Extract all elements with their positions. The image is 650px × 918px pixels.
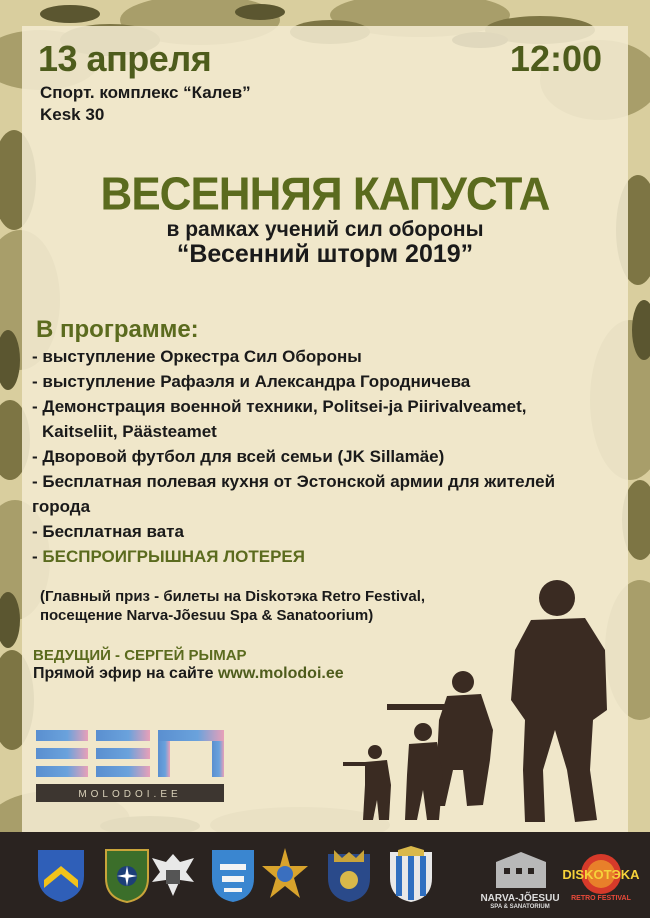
program-item: - Дворовой футбол для всей семьи (JK Sillamäe) xyxy=(32,447,445,466)
live-url: www.molodoi.ee xyxy=(217,665,344,682)
retro-festival-logo xyxy=(562,850,640,906)
esn-logo xyxy=(34,722,234,812)
event-time: 12:00 xyxy=(509,38,602,79)
golden-star-emblem-icon xyxy=(258,846,312,904)
program-item: - Бесплатная полевая кухня от Эстонской армии для жителей xyxy=(32,472,556,491)
program-item: - Демонстрация военной техники, Politsei-ja Piirivalveamet, xyxy=(32,397,527,416)
program-item-lottery xyxy=(32,544,622,569)
lottery-label: БЕСПРОИГРЫШНАЯ ЛОТЕРЕЯ xyxy=(42,547,305,566)
shield-blue-yellow-icon xyxy=(34,846,88,904)
lion-shield-icon xyxy=(206,846,260,904)
program-item: - выступление Рафаэля и Александра Городничева xyxy=(32,372,471,391)
program-item: - выступление Оркестра Сил Обороны xyxy=(32,347,362,366)
live-stream-info xyxy=(33,665,344,683)
program-item: города xyxy=(32,497,91,516)
event-date: 13 апреля xyxy=(38,38,212,79)
venue-address: Kesk 30 xyxy=(40,105,105,124)
prize-line: посещение Narva-Jõesuu Spa & Sanatoorium) xyxy=(40,607,374,624)
program-list xyxy=(32,344,622,569)
event-title: ВЕСЕННЯЯ КАПУСТА xyxy=(100,168,550,221)
program-heading: В программе: xyxy=(36,316,199,343)
narva-building-icon xyxy=(486,848,556,892)
prize-line: (Главный приз - билеты на Diskoтэка Retro Festival, xyxy=(40,588,426,605)
esn-caption: MOLODOI.EE xyxy=(78,789,182,800)
narva-sub: SPA & SANATORIUM xyxy=(490,904,550,910)
program-item: Kaitseliit, Päästeamet xyxy=(42,422,217,441)
eagle-emblem-icon xyxy=(146,846,200,904)
dragon-shield-icon xyxy=(322,846,376,904)
host-name: ВЕДУЩИЙ - СЕРГЕЙ РЫМАР xyxy=(33,647,247,664)
live-prefix: Прямой эфир на сайте xyxy=(33,665,218,682)
event-subtitle: в рамках учений сил обороны xyxy=(166,218,484,241)
disko-text: DISKOTЭKA xyxy=(562,867,640,882)
narva-name: NARVA-JÕESUU xyxy=(480,893,560,904)
lottery-dash: - xyxy=(32,547,43,566)
event-exercise-name: “Весенний шторм 2019” xyxy=(176,240,474,268)
venue-name: Спорт. комплекс “Калев” xyxy=(40,83,251,102)
disko-sub: RETRO FESTIVAL xyxy=(571,895,631,902)
narva-logo-text xyxy=(480,893,560,910)
soldiers-silhouette xyxy=(335,570,625,835)
striped-shield-icon xyxy=(384,846,438,904)
program-item: - Бесплатная вата xyxy=(32,522,184,541)
event-venue xyxy=(40,82,251,126)
